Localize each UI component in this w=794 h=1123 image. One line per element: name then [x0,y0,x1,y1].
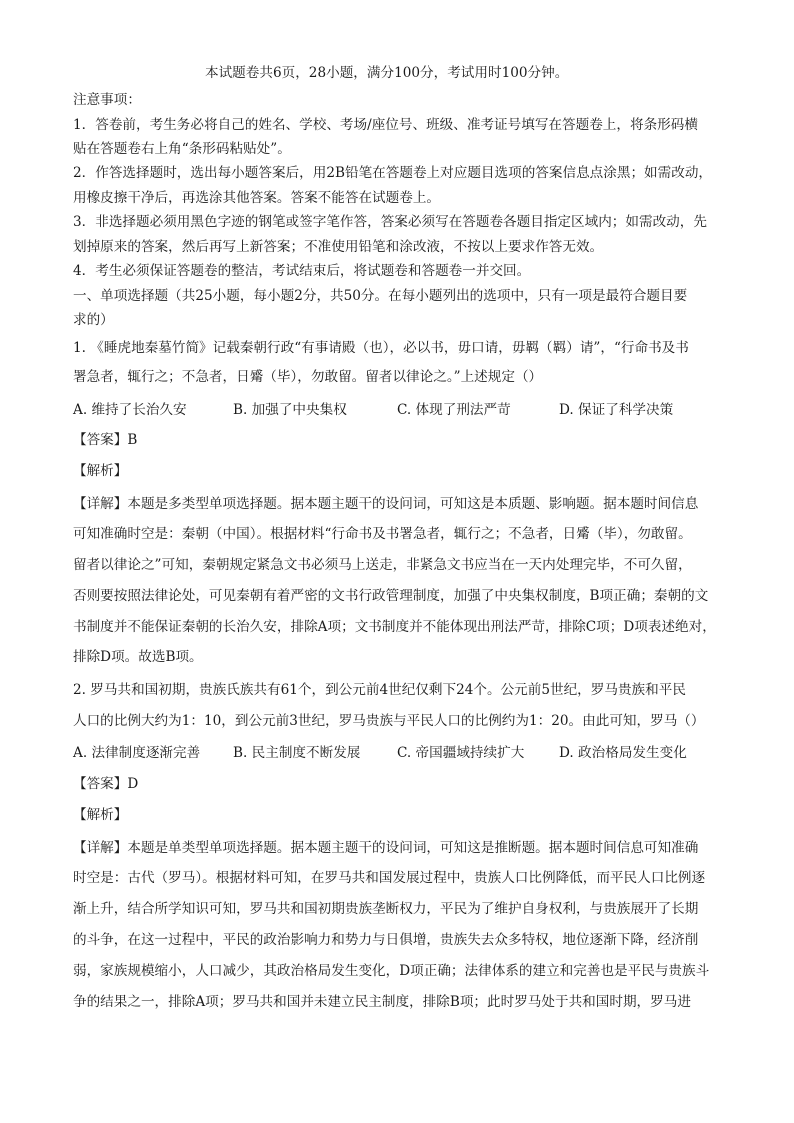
q2-detail-line: 弱，家族规模缩小，人口减少，其政治格局发生变化，D项正确；法律体系的建立和完善也是平民与贵族斗 [73,963,710,979]
question-1-stem-cont: 署急者，辄行之；不急者，日觱（毕），勿敢留。留者以律论之。”上述规定（） [73,369,543,385]
q2-option-b: B. 民主制度不断发展 [233,745,361,761]
notice-line: 3．非选择题必须用黑色字迹的钢笔或签字笔作答，答案必须写在答题卷各题目指定区域内；如需改动，先 [73,214,707,230]
notice-line: 2．作答选择题时，选出每小题答案后，用2B铅笔在答题卷上对应题目选项的答案信息点涂黑；如需改动， [73,165,713,181]
notice-line: 划掉原来的答案，然后再写上新答案；不准使用铅笔和涂改液，不按以上要求作答无效。 [73,239,604,255]
q1-option-d: D. 保证了科学决策 [559,402,674,418]
notice-line: 1．答卷前，考生务必将自己的姓名、学校、考场/座位号、班级、准考证号填写在答题卷上，将条形码横 [73,117,698,133]
section-heading-cont: 求的） [73,312,114,328]
q2-detail-line: 的斗争，在这一过程中，平民的政治影响力和势力与日俱增，贵族失去众多特权，地位逐渐下降，经济削 [73,932,699,948]
q1-option-a: A. 维持了长治久安 [73,402,187,418]
q1-option-b: B. 加强了中央集权 [233,402,347,418]
q1-answer: 【答案】B [73,432,138,448]
notice-line: 贴在答题卷右上角“条形码粘贴处”。 [73,141,291,157]
q2-detail-line: 时空是：古代（罗马）。根据材料可知，在罗马共和国发展过程中，贵族人口比例降低，而平民人口比例逐 [73,870,706,886]
exam-intro: 本试题卷共6页，28小题，满分100分，考试用时100分钟。 [205,65,569,81]
q2-answer: 【答案】D [73,776,139,792]
q2-detail-line: 【详解】本题是单类型单项选择题。据本题主题干的设问词，可知这是推断题。据本题时间信息可知准确 [73,840,699,856]
question-2-stem-cont: 人口的比例大约为1：10，到公元前3世纪，罗马贵族与平民人口的比例约为1：20。由此可知，罗马（） [73,713,705,729]
q2-analysis-label: 【解析】 [73,807,128,823]
q2-detail-line: 争的结果之一，排除A项；罗马共和国并未建立民主制度，排除B项；此时罗马处于共和国时期，罗马进 [73,994,691,1010]
question-2-stem: 2. 罗马共和国初期，贵族氏族共有61个，到公元前4世纪仅剩下24个。公元前5世纪，罗马贵族和平民 [73,682,686,698]
q1-detail-line: 否则要按照法律论处，可见秦朝有着严密的文书行政管理制度，加强了中央集权制度，B项正确；秦朝的文 [73,588,709,604]
q1-detail-line: 留者以律论之”可知，秦朝规定紧急文书必须马上送走，非紧急文书应当在一天内处理完毕，不可久留， [73,557,692,573]
q1-analysis-label: 【解析】 [73,463,128,479]
q2-option-d: D. 政治格局发生变化 [559,745,687,761]
q1-detail-line: 可知准确时空是：秦朝（中国）。根据材料“行命书及书署急者，辄行之；不急者，日觱（毕），勿敢留。 [73,526,692,542]
q2-option-c: C. 帝国疆域持续扩大 [397,745,525,761]
notice-title: 注意事项： [73,92,141,108]
q1-option-c: C. 体现了刑法严苛 [397,402,511,418]
question-1-stem: 1. 《睡虎地秦墓竹简》记载秦朝行政“有事请殿（也），必以书，毋口请，毋羁（羁）请”，“行命书及书 [73,340,689,356]
q2-detail-line: 渐上升，结合所学知识可知，罗马共和国初期贵族垄断权力，平民为了维护自身权利，与贵族展开了长期 [73,901,699,917]
q1-detail-line: 排除D项。故选B项。 [73,649,203,665]
q1-detail-line: 书制度并不能保证秦朝的长治久安，排除A项；文书制度并不能体现出刑法严苛，排除C项；D项表述绝对， [73,619,716,635]
q1-detail-line: 【详解】本题是多类型单项选择题。据本题主题干的设问词，可知这是本质题、影响题。据本题时间信息 [73,496,699,512]
q2-option-a: A. 法律制度逐渐完善 [73,745,201,761]
notice-line: 用橡皮擦干净后，再选涂其他答案。答案不能答在试题卷上。 [73,190,441,206]
section-heading: 一、单项选择题（共25小题，每小题2分，共50分。在每小题列出的选项中，只有一项是最符合题目要 [73,288,688,304]
notice-line: 4．考生必须保证答题卷的整洁，考试结束后，将试题卷和答题卷一并交回。 [73,263,531,279]
